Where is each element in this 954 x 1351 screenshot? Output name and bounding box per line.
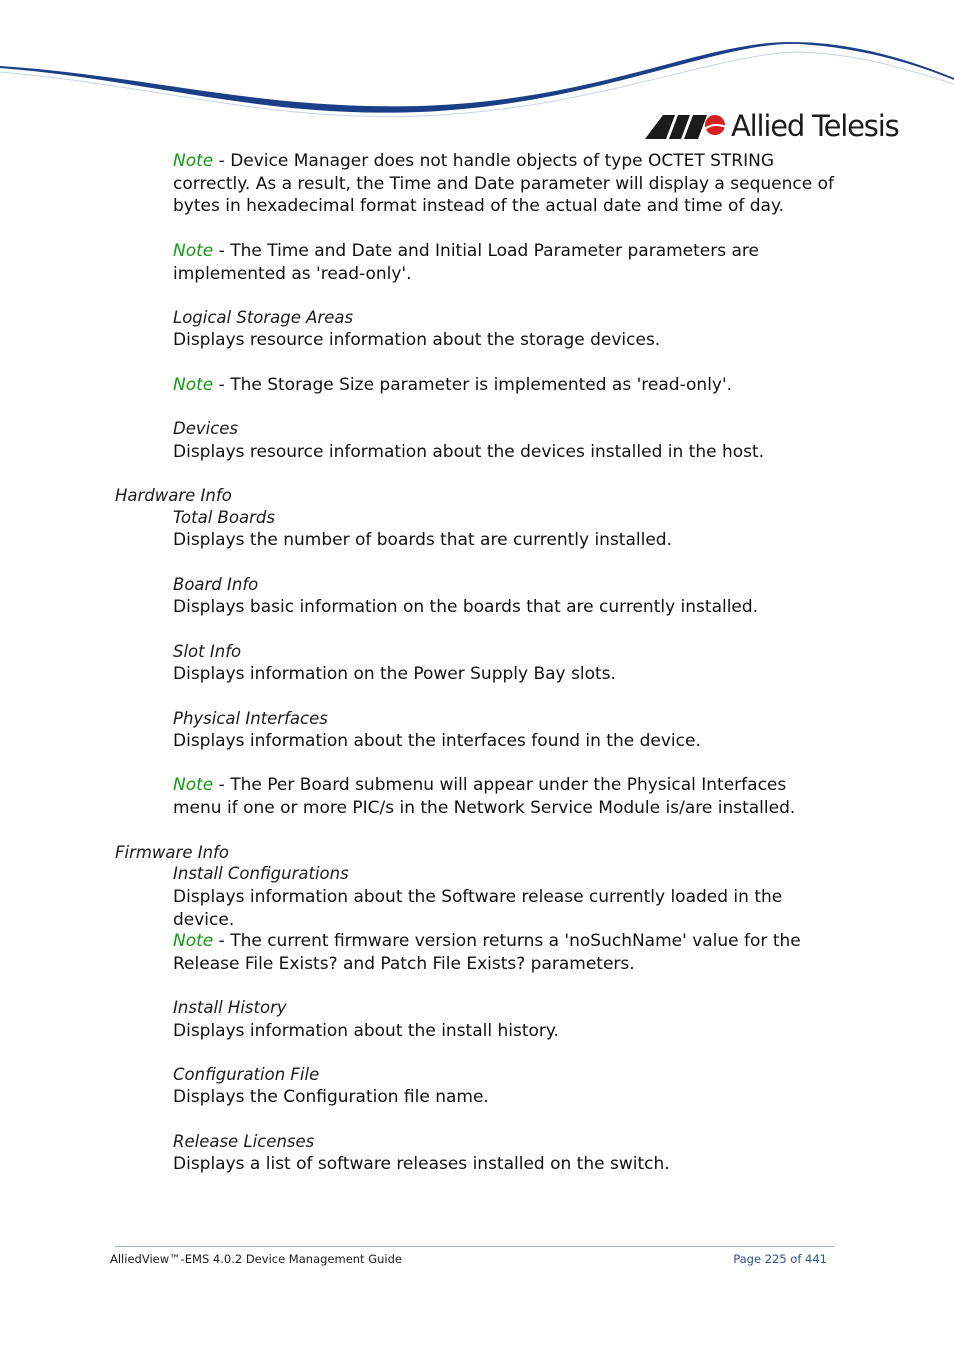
note-text: - Device Manager does not handle objects of type OCTET STRING correctly. As a result, the Time and Date parameter will display a sequence of bytes in hexadecimal format instead of the actual date and time of day.: [173, 151, 834, 216]
para-devices: Displays resource information about the devices installed in the host.: [173, 442, 765, 462]
para-install-history: Displays information about the install history.: [173, 1021, 559, 1041]
section-hardware-info: Hardware Info: [115, 486, 232, 505]
note-firmware-version: [173, 930, 838, 975]
para-physical-interfaces: Displays information about the interfaces found in the device.: [173, 731, 701, 751]
heading-slot-info: Slot Info: [173, 642, 242, 661]
heading-physical-interfaces: Physical Interfaces: [173, 709, 328, 728]
para-release-licenses: Displays a list of software releases installed on the switch.: [173, 1154, 670, 1174]
note-label: Note: [173, 241, 214, 261]
heading-board-info: Board Info: [173, 575, 259, 594]
note-text: - The Storage Size parameter is implemented as 'read-only'.: [213, 375, 733, 395]
heading-total-boards: Total Boards: [173, 508, 275, 527]
para-total-boards: Displays the number of boards that are currently installed.: [173, 530, 672, 550]
note-per-board-submenu: [173, 774, 838, 819]
footer-page-number: Page 225 of 441: [733, 1252, 827, 1266]
para-configuration-file: Displays the Configuration file name.: [173, 1087, 489, 1107]
para-logical-storage-areas: Displays resource information about the storage devices.: [173, 330, 661, 350]
section-firmware-info: Firmware Info: [115, 843, 229, 862]
footer-divider: [115, 1246, 835, 1247]
heading-configuration-file: Configuration File: [173, 1065, 320, 1084]
note-read-only-params: [173, 240, 838, 285]
heading-release-licenses: Release Licenses: [173, 1132, 315, 1151]
note-label: Note: [173, 375, 214, 395]
note-label: Note: [173, 775, 214, 795]
logo-mark-icon: [645, 112, 727, 140]
note-text: - The current firmware version returns a 'noSuchName' value for the Release File Exists? and Patch File Exists? parameters.: [173, 931, 801, 974]
heading-logical-storage-areas: Logical Storage Areas: [173, 308, 354, 327]
note-storage-size: [173, 374, 838, 397]
note-octet-string: [173, 150, 838, 218]
brand-name: Allied Telesis: [731, 109, 899, 143]
note-label: Note: [173, 931, 214, 951]
heading-install-history: Install History: [173, 998, 287, 1017]
note-text: - The Time and Date and Initial Load Parameter parameters are implemented as 'read-only'.: [173, 241, 760, 284]
para-board-info: Displays basic information on the boards that are currently installed.: [173, 597, 759, 617]
heading-devices: Devices: [173, 419, 239, 438]
heading-install-configurations: Install Configurations: [173, 864, 349, 883]
allied-telesis-logo: [645, 108, 898, 144]
footer-document-title: AlliedView™-EMS 4.0.2 Device Management Guide: [110, 1252, 402, 1266]
para-slot-info: Displays information on the Power Supply Bay slots.: [173, 664, 616, 684]
note-label: Note: [173, 151, 214, 171]
note-text: - The Per Board submenu will appear under the Physical Interfaces menu if one or more PIC/s in the Network Service Module is/are installed.: [173, 775, 796, 818]
para-install-configurations: Displays information about the Software release currently loaded in the device.: [173, 887, 783, 930]
